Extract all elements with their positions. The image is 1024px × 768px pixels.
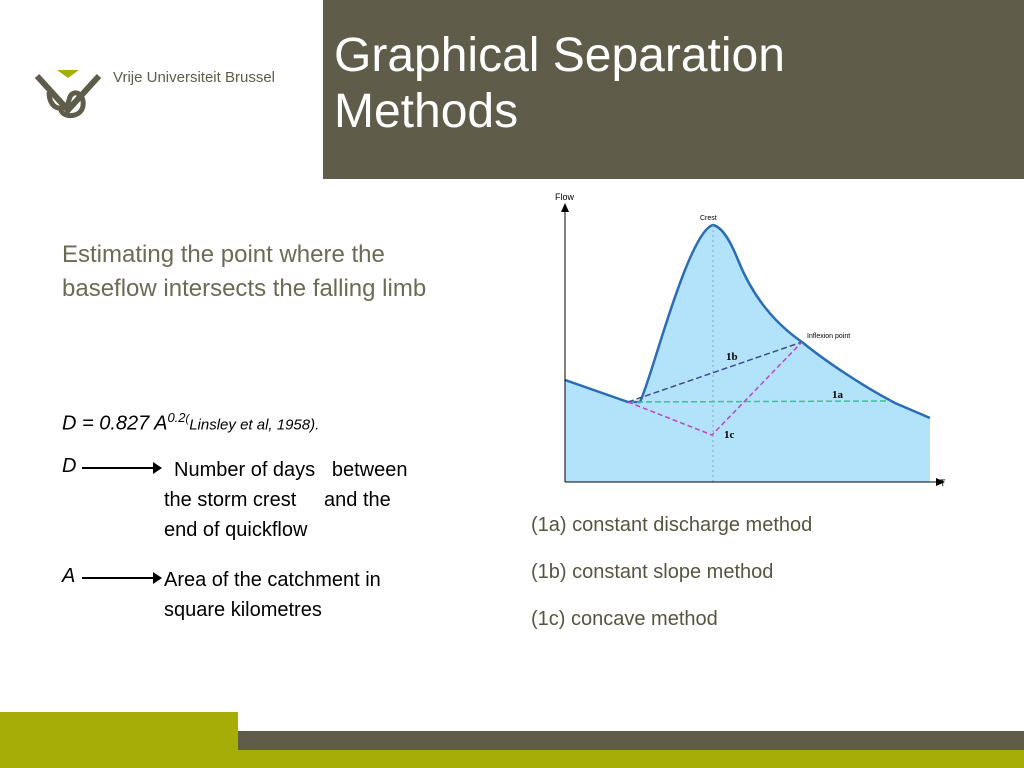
intro-text: Estimating the point where the baseflow intersects the falling limb [62, 241, 427, 302]
formula-open-paren: ( [185, 413, 190, 425]
title-line-1: Graphical Separation [334, 29, 785, 82]
y-axis-arrow-icon [561, 203, 569, 212]
formula [62, 410, 319, 436]
footer-bar-dark [238, 731, 1024, 750]
title-banner [323, 0, 1024, 179]
symbol-a: A [62, 565, 76, 587]
arrow-icon [82, 467, 160, 469]
formula-exponent: 0.2 [167, 410, 186, 425]
definition-d-line-3: end of quickflow [164, 519, 308, 541]
arrow-icon [82, 577, 160, 579]
university-logo [33, 66, 298, 126]
slide-title [334, 28, 785, 140]
y-axis-label: Flow [555, 192, 575, 202]
x-axis-label: T [940, 478, 946, 488]
definition-d-line-2: the storm crest and the [164, 489, 391, 511]
method-1b: (1b) constant slope method [531, 561, 774, 583]
definition-a [62, 565, 482, 635]
label-1b: 1b [726, 351, 738, 363]
formula-lhs: D = 0.827 A [62, 412, 168, 435]
hydrograph-diagram [550, 190, 950, 500]
hydrograph-area [565, 225, 930, 482]
crest-label: Crest [700, 215, 717, 222]
symbol-d: D [62, 455, 77, 477]
label-1c: 1c [724, 429, 735, 441]
definition-a-line-2: square kilometres [164, 599, 322, 621]
footer-bar-green [238, 750, 1024, 768]
method-list [531, 510, 812, 651]
definition-a-line-1: Area of the catchment in [164, 569, 381, 591]
definition-d [62, 455, 482, 565]
title-line-2: Methods [334, 85, 519, 138]
label-1a: 1a [832, 389, 843, 401]
method-1a: (1a) constant discharge method [531, 514, 813, 536]
definition-d-line-1: Number of days between [174, 459, 408, 481]
vub-emblem-icon [33, 66, 103, 122]
inflexion-label: Inflexion point [807, 333, 851, 340]
university-name: Vrije Universiteit Brussel [113, 69, 275, 86]
footer-accent-block [0, 712, 238, 768]
definitions [62, 455, 482, 635]
method-1c: (1c) concave method [531, 608, 718, 630]
formula-citation: Linsley et al, 1958). [189, 416, 320, 434]
